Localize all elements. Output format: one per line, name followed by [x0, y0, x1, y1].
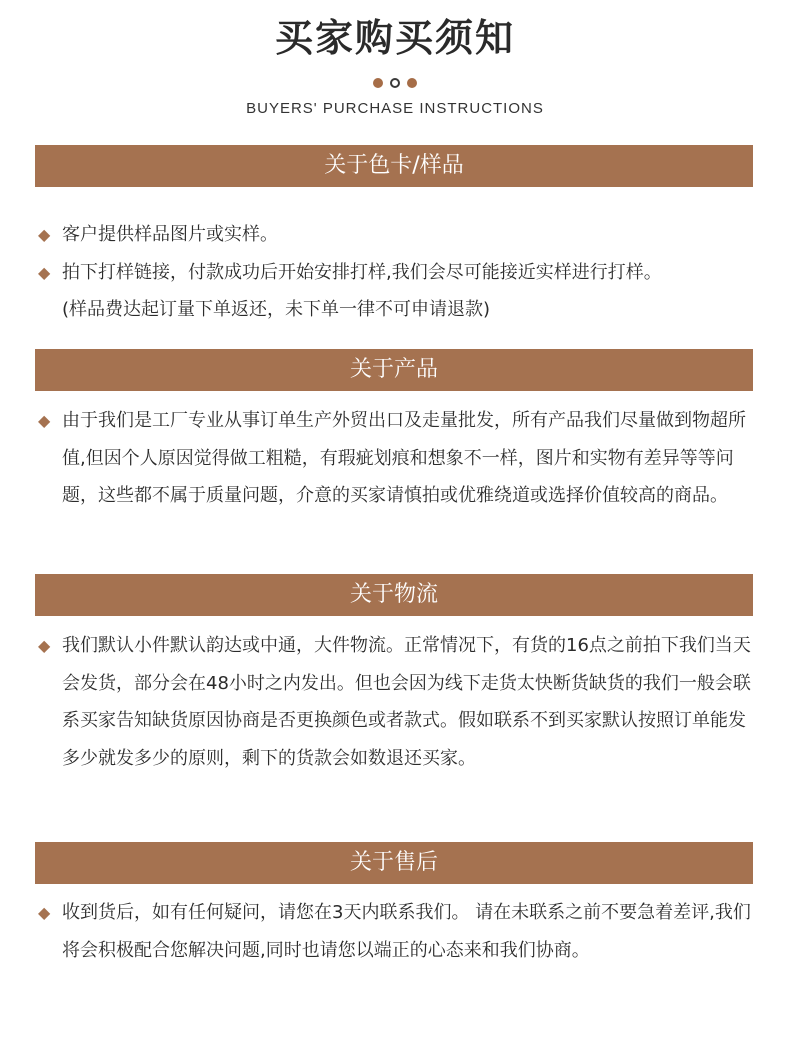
- list-item-text: 由于我们是工厂专业从事订单生产外贸出口及走量批发，所有产品我们尽量做到物超所值,但因个人原因觉得做工粗糙，有瑕疵划痕和想象不一样，图片和实物有差异等等问题，这些都不属于质量问题，介意的买家请慎拍或优雅绕道或选择价值较高的商品。: [62, 410, 746, 506]
- diamond-icon: ◆: [38, 411, 51, 430]
- list-item: [38, 627, 760, 777]
- section-body-logistics: [38, 627, 760, 777]
- list-item: [38, 402, 760, 515]
- list-item-text: 客户提供样品图片或实样。: [62, 224, 278, 245]
- page-title: 买家购买须知: [274, 16, 515, 60]
- list-item: [38, 254, 760, 292]
- list-item-text: 收到货后，如有任何疑问，请您在3天内联系我们。 请在未联系之前不要急着差评,我们将会积极配合您解决问题,同时也请您以端正的心态来和我们协商。: [62, 902, 751, 961]
- dot-icon: [373, 78, 383, 88]
- title-dots: [0, 78, 790, 88]
- page-subtitle: BUYERS' PURCHASE INSTRUCTIONS: [246, 100, 544, 117]
- section-banner-products: 关于产品: [35, 349, 753, 391]
- section-banner-logistics: 关于物流: [35, 574, 753, 616]
- section-body-samples: [38, 216, 760, 329]
- list-item: [38, 216, 760, 254]
- list-item: [38, 894, 760, 969]
- section-body-after-sales: [38, 894, 760, 969]
- diamond-icon: ◆: [38, 225, 51, 244]
- section-banner-after-sales: 关于售后: [35, 842, 753, 884]
- diamond-icon: ◆: [38, 262, 51, 282]
- section-banner-samples: 关于色卡/样品: [35, 145, 753, 187]
- list-item-text: 拍下打样链接，付款成功后开始安排打样,我们会尽可能接近实样进行打样。: [62, 261, 662, 283]
- sample-fee-note: (样品费达起订量下单返还，未下单一律不可申请退款): [62, 299, 491, 320]
- list-item-text: 我们默认小件默认韵达或中通，大件物流。正常情况下，有货的16点之前拍下我们当天会发货，部分会在48小时之内发出。但也会因为线下走货太快断货缺货的我们一般会联系买家告知缺货原因协商是否更换颜色或者款式。假如联系不到买家默认按照订单能发多少就发多少的原则，剩下的货款会如数退还买家。: [62, 635, 751, 769]
- dot-icon: [407, 78, 417, 88]
- dot-icon: [390, 78, 400, 88]
- section-body-products: [38, 402, 760, 515]
- diamond-icon: ◆: [38, 636, 51, 655]
- diamond-icon: ◆: [38, 903, 51, 922]
